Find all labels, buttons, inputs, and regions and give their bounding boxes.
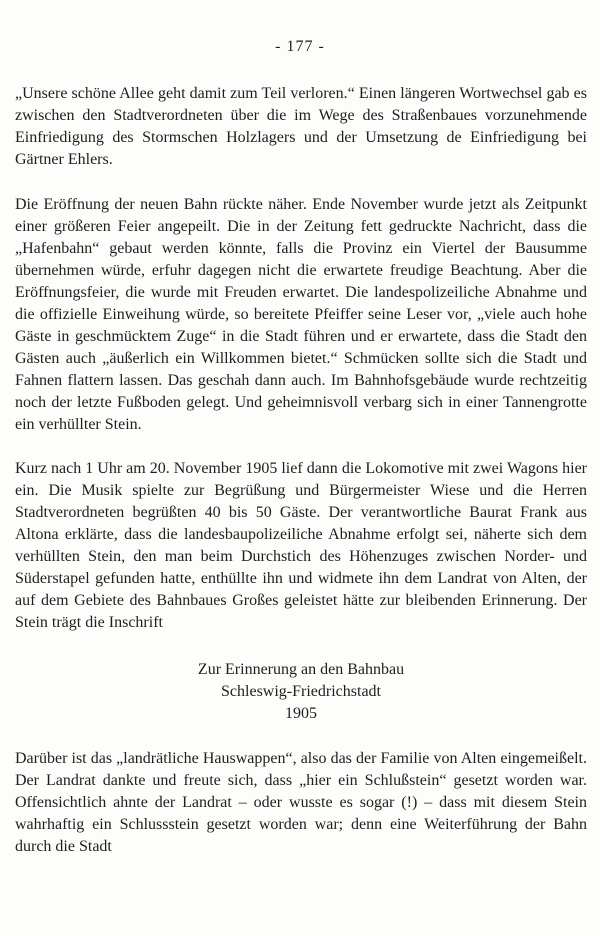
paragraph-allee: „Unsere schöne Allee geht damit zum Teil verloren.“ Einen längeren Wortwechsel gab es zwischen den Stadtverordneten über die im Wege des Straßenbaues vorzunehmende Einfriedigung des Stormschen Holzlagers und der Umsetzung de Einfriedigung bei Gärtner Ehlers. (15, 85, 587, 168)
paragraph-lokomotive: Kurz nach 1 Uhr am 20. November 1905 lief dann die Lokomotive mit zwei Wagons hier ein. Die Musik spielte zur Begrüßung und Bürgermeister Wiese und die Herren Stadtverordneten begrüßten 40 bis 50 Gäste. Der verantwortliche Baurat Frank aus Altona erklärte, dass die landesbaupolizeiliche Abnahme erfolgt sei, näherte sich dem verhüllten Stein, den man beim Durchstich des Höhenzuges zwischen Norder- und Süderstapel gefunden hatte, enthüllte ihn und widmete ihn dem Landrat von Alten, der auf dem Gebiete des Bahnbaues Großes geleistet hätte zur bleibenden Erinnerung. Der Stein trägt die Inschrift (15, 460, 587, 631)
body-text (15, 83, 587, 858)
inscription-line: Schleswig-Friedrichstadt (221, 683, 381, 700)
paragraph-spacer (15, 436, 587, 458)
paragraph-eroeffnung: Die Eröffnung der neuen Bahn rückte näher. Ende November wurde jetzt als Zeitpunkt einer größeren Feier angepeilt. Die in der Zeitung fett gedruckte Nachricht, dass die „Hafenbahn“ gebaut werden könnte, falls die Provinz ein Viertel der Bausumme übernehmen würde, erfuhr dagegen nicht die erwartete freudige Beachtung. Aber die Eröffnungsfeier, die wurde mit Freuden erwartet. Die landespolizeiliche Abnahme und die offizielle Einweihung würde, so bereitete Pfeiffer seine Leser vor, „viele auch hohe Gäste in geschmücktem Zuge“ in die Stadt führen und er erwartete, dass die Stadt den Gästen auch „äußerlich ein Willkommen bietet.“ Schmücken sollte sich die Stadt und Fahnen flattern lassen. Das geschah dann auch. Im Bahnhofsgebäude wurde rechtzeitig noch der letzte Fußboden gelegt. Und geheimnisvoll verbarg sich in einer Tannengrotte ein verhüllter Stein. (15, 196, 587, 433)
inscription-line: Zur Erinnerung an den Bahnbau (197, 661, 405, 678)
page-number: - 177 - (275, 38, 325, 55)
stone-inscription (15, 659, 587, 725)
paragraph-spacer (15, 725, 587, 748)
paragraph-spacer (15, 171, 587, 194)
paragraph-spacer (15, 634, 587, 659)
paragraph-hauswappen: Darüber ist das „landrätliche Hauswappen“, also das der Familie von Alten eingemeißelt. Der Landrat dankte und freute sich, dass „hier ein Schlußstein“ gesetzt worden war. Offensichtlich ahnte der Landrat – oder wusste es sogar (!) – dass mit diesem Stein wahrhaftig ein Schlussstein gesetzt worden war; denn eine Weiterführung der Bahn durch die Stadt (15, 750, 587, 855)
inscription-year: 1905 (285, 705, 317, 722)
